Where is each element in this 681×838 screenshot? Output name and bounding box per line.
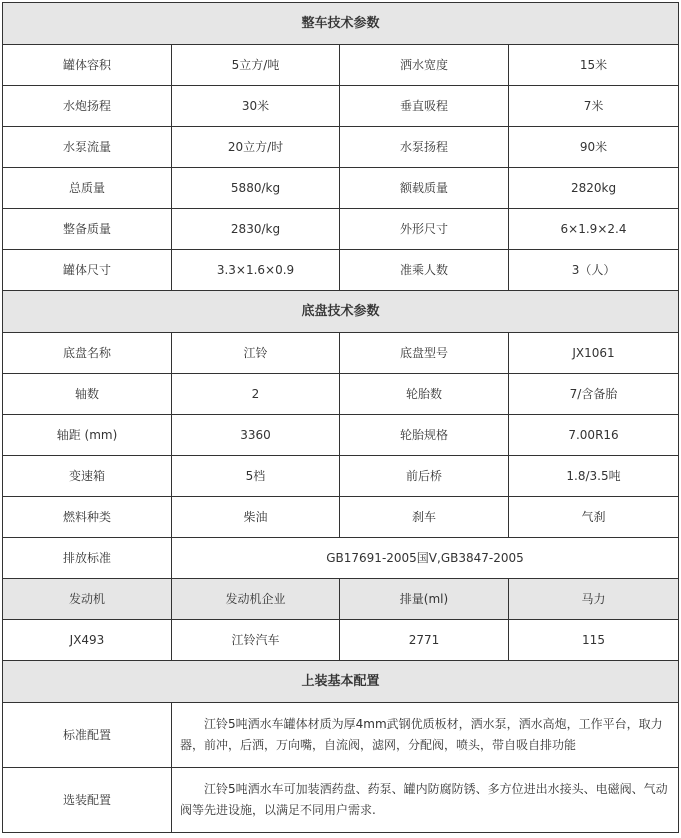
param-value: 2820kg [509, 168, 679, 209]
param-label: 刹车 [340, 497, 509, 538]
section-title-vehicle: 整车技术参数 [3, 3, 679, 45]
config-label: 选装配置 [3, 768, 172, 833]
table-row [3, 415, 679, 456]
config-text [172, 768, 679, 833]
param-label: 底盘名称 [3, 333, 172, 374]
param-value: 7.00R16 [509, 415, 679, 456]
config-text [172, 703, 679, 768]
table-row [3, 497, 679, 538]
param-value: 5立方/吨 [172, 45, 340, 86]
engine-header-cell: 发动机 [3, 579, 172, 620]
table-row [3, 86, 679, 127]
param-label: 轮胎规格 [340, 415, 509, 456]
param-value: 20立方/时 [172, 127, 340, 168]
param-value: 气刹 [509, 497, 679, 538]
param-value: 7米 [509, 86, 679, 127]
param-value: 3（人） [509, 250, 679, 291]
table-row [3, 333, 679, 374]
param-label: 轴距 (mm) [3, 415, 172, 456]
engine-header-cell: 发动机企业 [172, 579, 340, 620]
engine-value-cell: 2771 [340, 620, 509, 661]
emission-value: GB17691-2005国Ⅴ,GB3847-2005 [172, 538, 679, 579]
param-label: 垂直吸程 [340, 86, 509, 127]
param-value: 30米 [172, 86, 340, 127]
engine-value-cell: JX493 [3, 620, 172, 661]
param-value: 90米 [509, 127, 679, 168]
param-label: 准乘人数 [340, 250, 509, 291]
table-row [3, 250, 679, 291]
engine-header-cell: 排量(ml) [340, 579, 509, 620]
table-row [3, 538, 679, 579]
param-value: 柴油 [172, 497, 340, 538]
table-row [3, 456, 679, 497]
param-label: 变速箱 [3, 456, 172, 497]
param-value: 2830/kg [172, 209, 340, 250]
config-row-standard [3, 703, 679, 768]
param-label: 洒水宽度 [340, 45, 509, 86]
table-row [3, 45, 679, 86]
param-label: 水泵流量 [3, 127, 172, 168]
param-label: 整备质量 [3, 209, 172, 250]
param-value: 15米 [509, 45, 679, 86]
param-value: 江铃 [172, 333, 340, 374]
param-value: 7/含备胎 [509, 374, 679, 415]
param-label: 轴数 [3, 374, 172, 415]
section-title-upper: 上装基本配置 [3, 661, 679, 703]
param-label: 外形尺寸 [340, 209, 509, 250]
engine-header-row [3, 579, 679, 620]
section-title-chassis: 底盘技术参数 [3, 291, 679, 333]
param-value: 5880/kg [172, 168, 340, 209]
config-row-optional [3, 768, 679, 833]
optional-config-text: 江铃5吨洒水车可加装洒药盘、药泵、罐内防腐防锈、多方位进出水接头、电磁阀、气动阀等先进设施，以满足不同用户需求. [180, 782, 668, 817]
table-row [3, 374, 679, 415]
param-label: 水泵扬程 [340, 127, 509, 168]
table-row [3, 209, 679, 250]
param-value: 3.3×1.6×0.9 [172, 250, 340, 291]
param-label: 燃料种类 [3, 497, 172, 538]
standard-config-text: 江铃5吨洒水车罐体材质为厚4mm武钢优质板材，洒水泵，洒水高炮，工作平台，取力器，前冲，后洒，万向嘴，自流阀，滤网，分配阀，喷头，带自吸自排功能 [180, 717, 663, 752]
param-label: 轮胎数 [340, 374, 509, 415]
param-label: 总质量 [3, 168, 172, 209]
param-label: 前后桥 [340, 456, 509, 497]
engine-value-row [3, 620, 679, 661]
engine-header-cell: 马力 [509, 579, 679, 620]
spec-table [2, 2, 679, 833]
engine-value-cell: 115 [509, 620, 679, 661]
param-label: 罐体尺寸 [3, 250, 172, 291]
table-row [3, 168, 679, 209]
engine-value-cell: 江铃汽车 [172, 620, 340, 661]
param-label: 额载质量 [340, 168, 509, 209]
param-value: 3360 [172, 415, 340, 456]
param-value: 2 [172, 374, 340, 415]
param-label: 罐体容积 [3, 45, 172, 86]
param-label: 底盘型号 [340, 333, 509, 374]
emission-label: 排放标准 [3, 538, 172, 579]
param-value: 6×1.9×2.4 [509, 209, 679, 250]
param-value: 5档 [172, 456, 340, 497]
param-value: 1.8/3.5吨 [509, 456, 679, 497]
param-label: 水炮扬程 [3, 86, 172, 127]
config-label: 标准配置 [3, 703, 172, 768]
param-value: JX1061 [509, 333, 679, 374]
table-row [3, 127, 679, 168]
